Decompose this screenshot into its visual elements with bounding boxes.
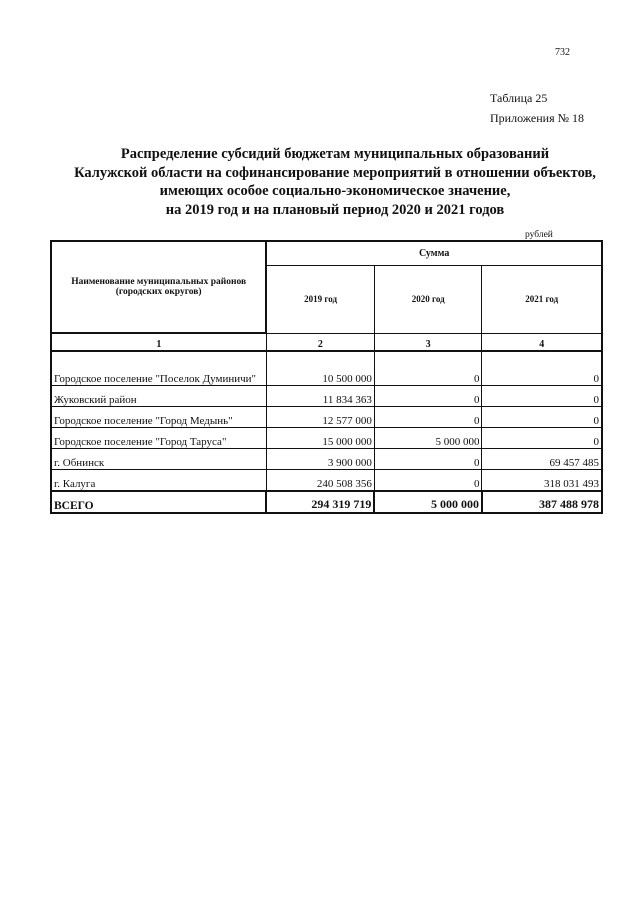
row-name: Городское поселение "Город Таруса" — [51, 428, 266, 449]
value-2020: 0 — [374, 351, 482, 386]
title-line: на 2019 год и на плановый период 2020 и 2021 годов — [165, 201, 505, 218]
units-label: рублей — [525, 230, 553, 240]
value-2019: 11 834 363 — [266, 386, 374, 407]
value-2021: 69 457 485 — [482, 449, 602, 470]
value-2020: 0 — [374, 449, 482, 470]
row-name: Городское поселение "Город Медынь" — [51, 407, 266, 428]
value-2021: 318 031 493 — [482, 470, 602, 492]
table-row — [51, 428, 602, 449]
column-number: 3 — [374, 333, 482, 351]
column-number: 4 — [482, 333, 602, 351]
value-2021: 0 — [482, 386, 602, 407]
table-row — [51, 351, 602, 386]
title-line: имеющих особое социально-экономическое значение, — [159, 183, 511, 199]
column-number: 2 — [266, 333, 374, 351]
subsidies-table — [50, 240, 603, 514]
value-2020: 0 — [374, 386, 482, 407]
value-2020: 0 — [374, 407, 482, 428]
value-2020: 5 000 000 — [374, 428, 482, 449]
row-name: г. Обнинск — [51, 449, 266, 470]
value-2019: 15 000 000 — [266, 428, 374, 449]
page-number: 732 — [555, 47, 570, 58]
value-2019: 240 508 356 — [266, 470, 374, 492]
total-row — [51, 491, 602, 513]
value-2020: 0 — [374, 470, 482, 492]
value-2019: 12 577 000 — [266, 407, 374, 428]
document-title — [40, 145, 630, 219]
total-2021: 387 488 978 — [482, 491, 602, 513]
column-number: 1 — [51, 333, 266, 351]
sum-header: Сумма — [266, 241, 602, 265]
total-2019: 294 319 719 — [266, 491, 374, 513]
value-2019: 3 900 000 — [266, 449, 374, 470]
value-2019: 10 500 000 — [266, 351, 374, 386]
appendix-label: Приложения № 18 — [490, 111, 585, 125]
table-label: Таблица 25 — [490, 91, 548, 105]
value-2021: 0 — [482, 351, 602, 386]
title-line: Калужской области на софинансирование мероприятий в отношении объектов, — [74, 164, 596, 181]
row-name: г. Калуга — [51, 470, 266, 492]
total-2020: 5 000 000 — [374, 491, 482, 513]
year-header-2019: 2019 год — [266, 265, 374, 333]
table-row — [51, 470, 602, 492]
value-2021: 0 — [482, 428, 602, 449]
name-column-header: Наименование муниципальных районов (городских округов) — [51, 241, 266, 333]
total-label: ВСЕГО — [51, 491, 266, 513]
year-header-2021: 2021 год — [482, 265, 602, 333]
row-name: Городское поселение "Поселок Думиничи" — [51, 351, 266, 386]
table-row — [51, 449, 602, 470]
value-2021: 0 — [482, 407, 602, 428]
title-line: Распределение субсидий бюджетам муниципальных образований — [120, 146, 550, 162]
year-header-2020: 2020 год — [374, 265, 482, 333]
table-row — [51, 386, 602, 407]
row-name: Жуковский район — [51, 386, 266, 407]
table-row — [51, 407, 602, 428]
